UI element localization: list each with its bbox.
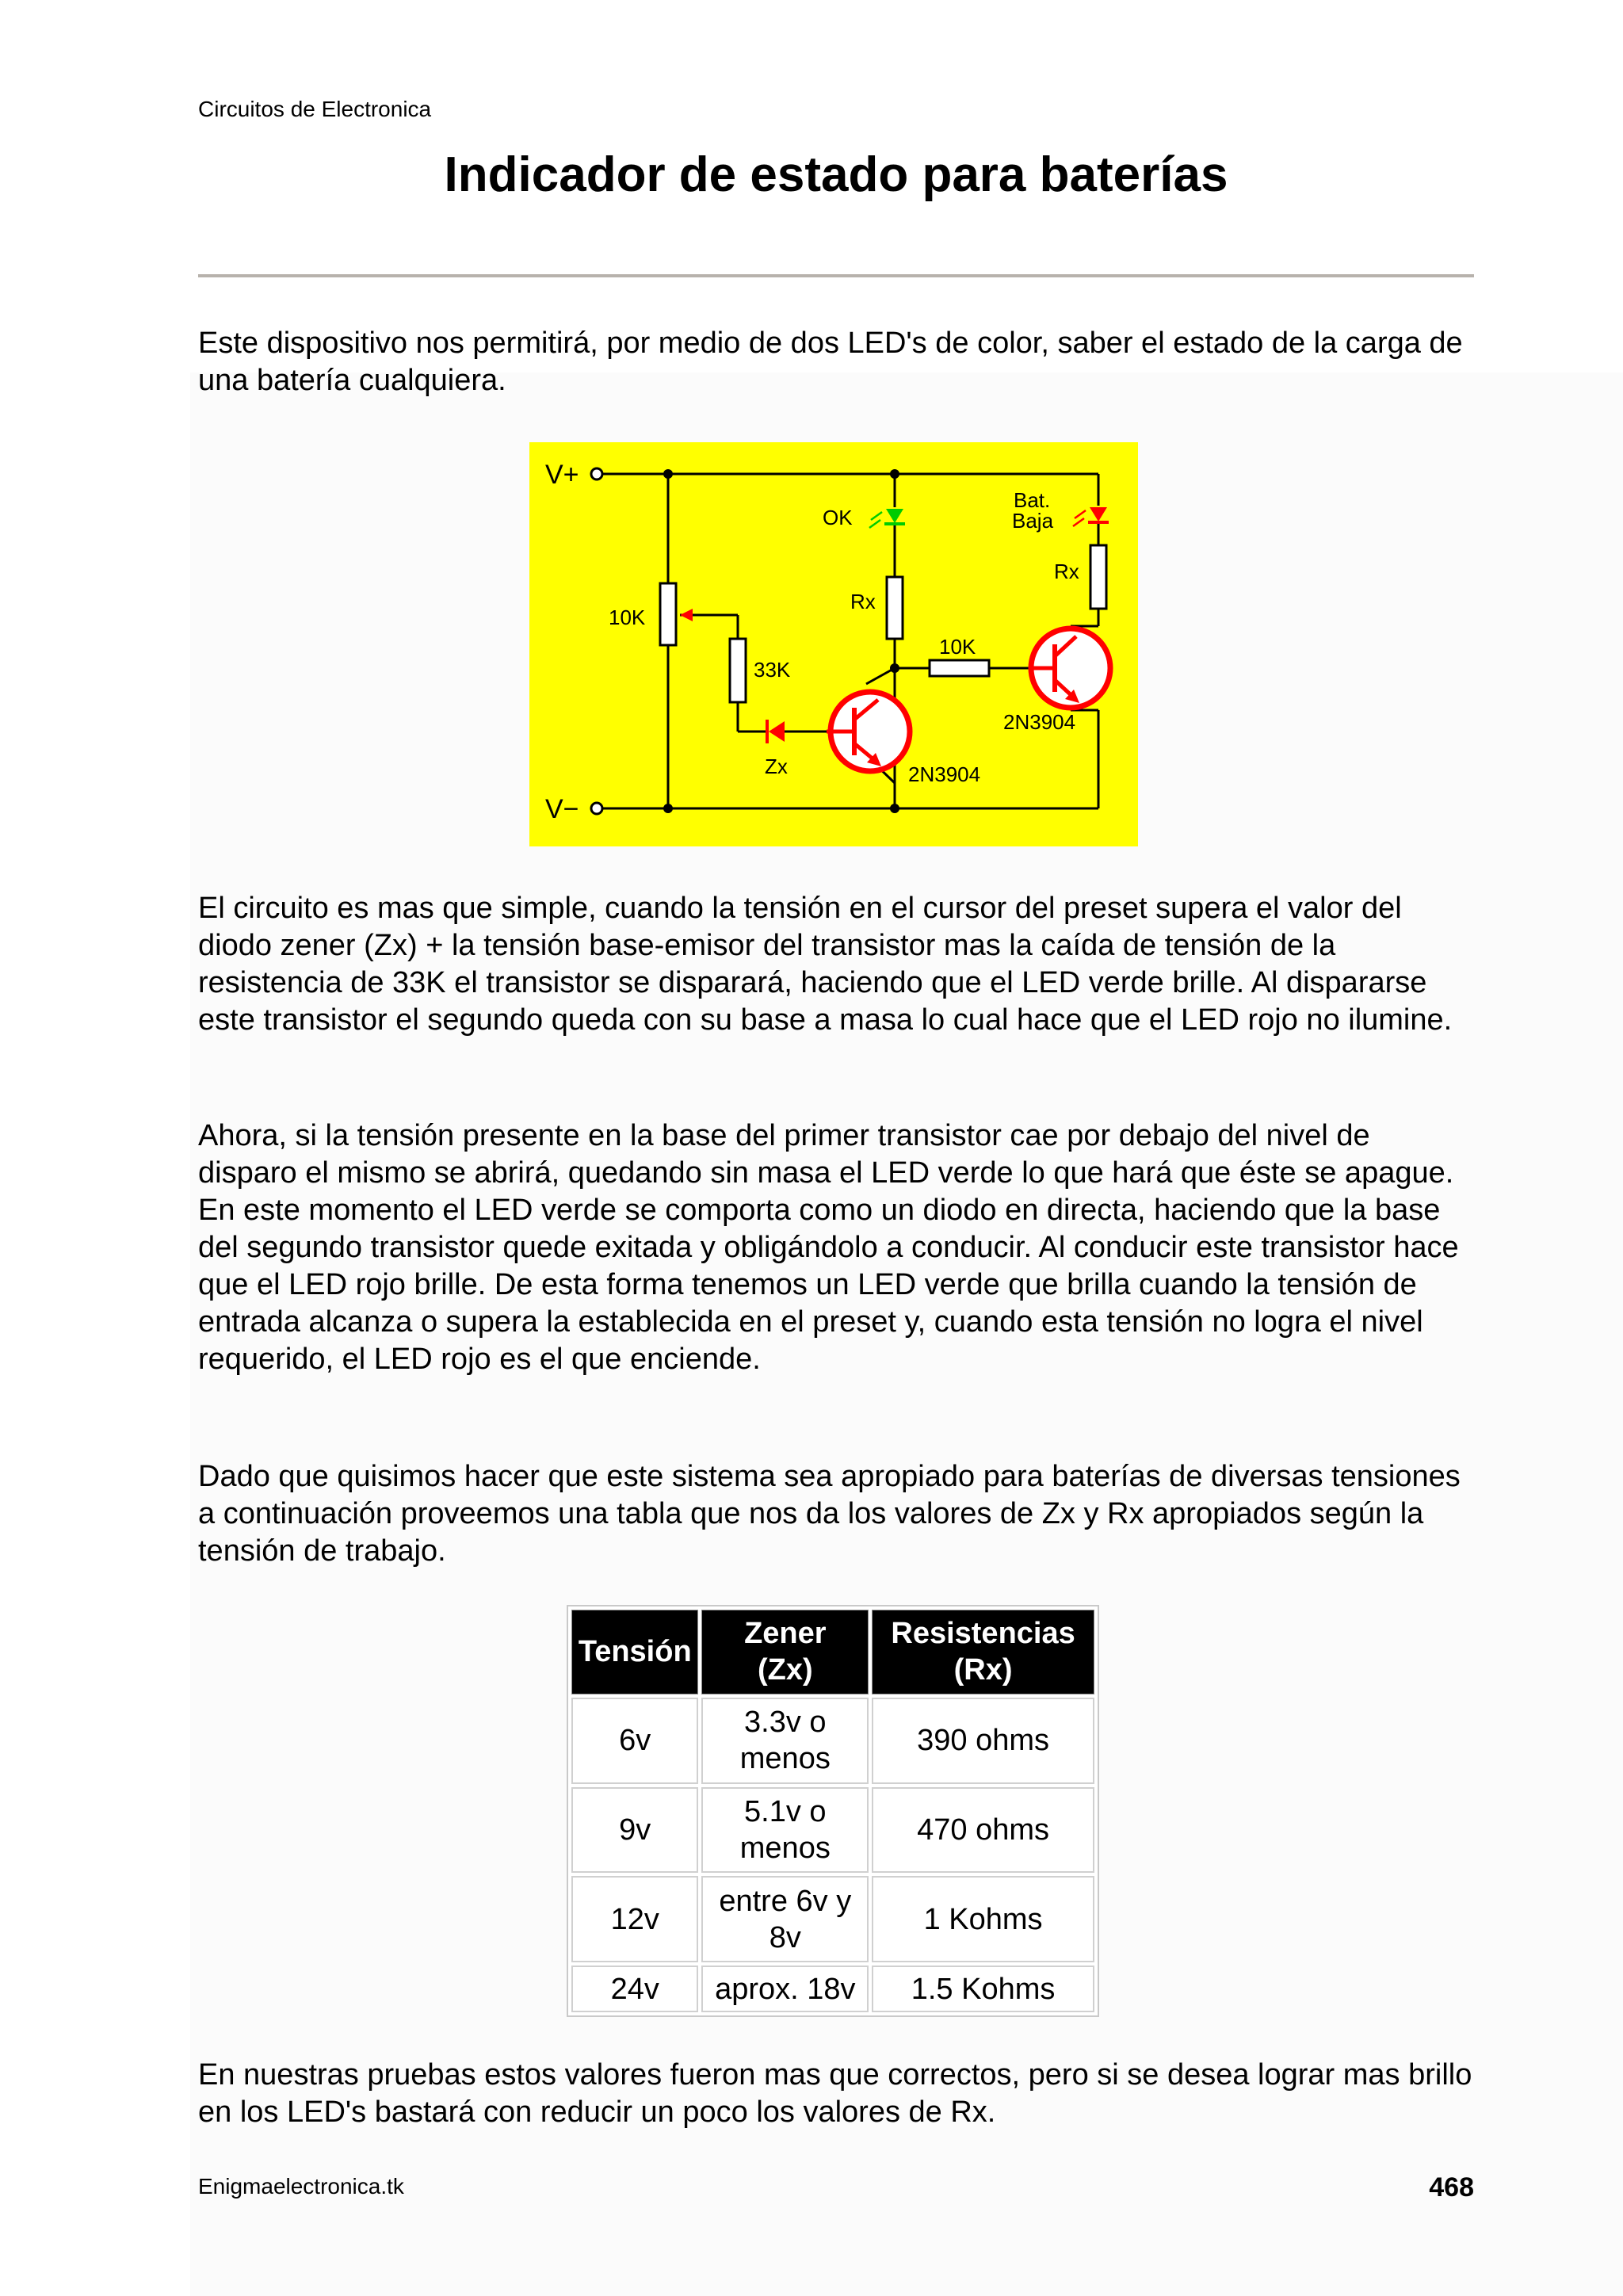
cell-tension: 24v bbox=[571, 1966, 698, 2012]
label-q1: 2N3904 bbox=[908, 762, 981, 786]
header-resistencias: Resistencias (Rx) bbox=[872, 1610, 1094, 1694]
cell-tension: 6v bbox=[571, 1698, 698, 1784]
transistor-q1 bbox=[827, 692, 910, 771]
resistor-rx1 bbox=[887, 577, 903, 639]
intro-paragraph: Este dispositivo nos permitirá, por medio de dos LED's de color, saber el estado de la carga de una batería cualquiera. bbox=[198, 327, 1463, 397]
cell-zener: 5.1v o menos bbox=[701, 1787, 869, 1874]
vplus-terminal bbox=[591, 468, 602, 479]
cell-zener: aprox. 18v bbox=[701, 1966, 869, 2012]
cell-rx: 1.5 Kohms bbox=[872, 1966, 1094, 2012]
label-q2: 2N3904 bbox=[1003, 710, 1076, 734]
header-zener: Zener (Zx) bbox=[701, 1610, 869, 1694]
table-row bbox=[571, 1698, 1094, 1784]
running-header: Circuitos de Electronica bbox=[198, 97, 432, 121]
vminus-terminal bbox=[591, 803, 602, 814]
resistor-33k bbox=[730, 639, 746, 702]
table-intro-paragraph: Dado que quisimos hacer que este sistema sea apropiado para baterías de diversas tensiones a continuación proveemos una tabla que nos da los valores de Zx y Rx apropiados según la tensión de trabajo. bbox=[198, 1460, 1461, 1568]
table-row bbox=[571, 1787, 1094, 1874]
title-divider bbox=[198, 274, 1474, 277]
cell-tension: 12v bbox=[571, 1876, 698, 1962]
label-33k: 33K bbox=[754, 658, 791, 682]
label-baja: Baja bbox=[1012, 509, 1054, 533]
label-zx: Zx bbox=[765, 755, 788, 778]
cell-tension: 9v bbox=[571, 1787, 698, 1874]
label-ok: OK bbox=[823, 506, 853, 529]
page-title: Indicador de estado para baterías bbox=[444, 147, 1228, 202]
label-rx1: Rx bbox=[850, 590, 876, 613]
values-table bbox=[567, 1605, 1099, 2017]
label-10k: 10K bbox=[939, 635, 976, 659]
label-bat: Bat. bbox=[1014, 488, 1051, 512]
footer-site: Enigmaelectronica.tk bbox=[198, 2174, 404, 2199]
table-row bbox=[571, 1966, 1094, 2012]
cell-zener: entre 6v y 8v bbox=[701, 1876, 869, 1962]
label-vminus: V− bbox=[545, 794, 579, 824]
cell-rx: 390 ohms bbox=[872, 1698, 1094, 1784]
label-vplus: V+ bbox=[545, 460, 579, 490]
header-tension: Tensión bbox=[571, 1610, 698, 1694]
explanation-paragraph-1: El circuito es mas que simple, cuando la tensión en el cursor del preset supera el valor del diodo zener (Zx) + la tensión base-emisor del transistor mas la caída de tensión de la resistencia de 33K el transistor se disparará, haciendo que el LED verde brille. Al dispararse este transistor el segundo queda con su base a masa lo cual hace que el LED rojo no ilumine. bbox=[198, 892, 1453, 1037]
resistor-rx2 bbox=[1090, 545, 1106, 609]
page-number: 468 bbox=[1429, 2172, 1474, 2202]
values-table-wrapper bbox=[567, 1605, 1099, 2017]
cell-zener: 3.3v o menos bbox=[701, 1698, 869, 1784]
circuit-schematic bbox=[529, 442, 1138, 846]
preset-resistor bbox=[660, 583, 676, 645]
cell-rx: 470 ohms bbox=[872, 1787, 1094, 1874]
table-header-row bbox=[571, 1610, 1094, 1694]
resistor-10k bbox=[930, 660, 989, 676]
label-rx2: Rx bbox=[1054, 560, 1079, 583]
closing-paragraph: En nuestras pruebas estos valores fueron mas que correctos, pero si se desea lograr mas brillo en los LED's bastará con reducir un poco los valores de Rx. bbox=[198, 2058, 1472, 2129]
table-row bbox=[571, 1876, 1094, 1962]
transistor-q2 bbox=[1029, 628, 1110, 708]
label-preset: 10K bbox=[609, 606, 646, 629]
cell-rx: 1 Kohms bbox=[872, 1876, 1094, 1962]
explanation-paragraph-2: Ahora, si la tensión presente en la base del primer transistor cae por debajo del nivel de disparo el mismo se abrirá, quedando sin masa el LED verde lo que hará que éste se apague. En este momento el LED verde se comporta como un diodo en directa, haciendo que la base del segundo transistor quede exitada y obligándolo a conducir. Al conducir este transistor hace que el LED rojo brille. De esta forma tenemos un LED verde que brilla cuando la tensión de entrada alcanza o supera la establecida en el preset y, cuando esta tensión no logra el nivel requerido, el LED rojo es el que enciende. bbox=[198, 1119, 1459, 1376]
